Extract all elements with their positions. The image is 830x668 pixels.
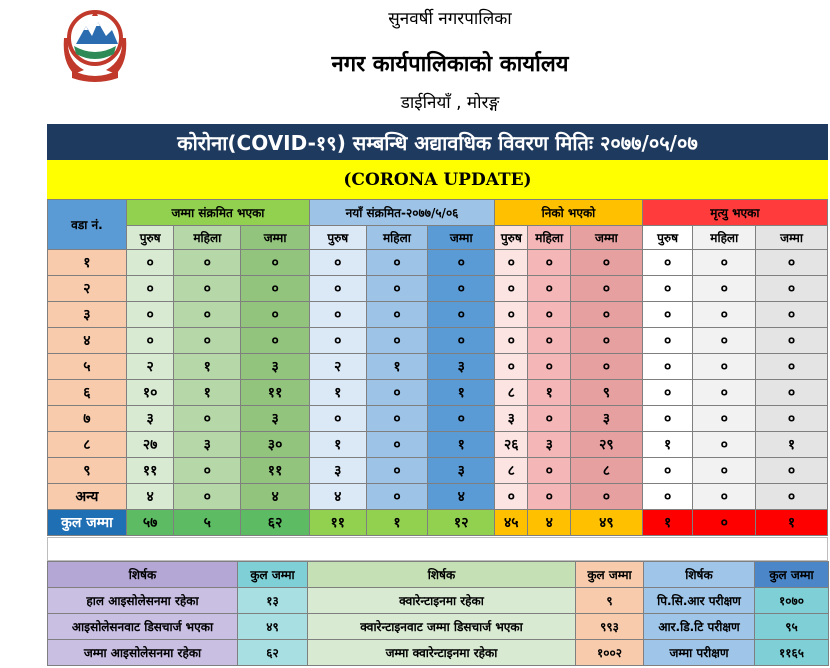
- table-row: [48, 276, 828, 302]
- total-cell: ११: [309, 510, 366, 536]
- data-cell: ३: [241, 354, 310, 380]
- data-cell: ०: [366, 328, 428, 354]
- data-cell: ०: [693, 276, 756, 302]
- data-cell: ०: [642, 354, 693, 380]
- ward-number: ४: [48, 328, 127, 354]
- data-cell: ०: [756, 250, 828, 276]
- data-cell: ०: [126, 276, 174, 302]
- data-cell: ०: [642, 406, 693, 432]
- data-cell: ०: [309, 276, 366, 302]
- data-cell: ०: [756, 354, 828, 380]
- subheader-total: जम्मा: [241, 226, 310, 250]
- ward-number: ५: [48, 354, 127, 380]
- summary-value: ६२: [238, 640, 308, 666]
- data-cell: ०: [366, 250, 428, 276]
- data-cell: १: [428, 380, 495, 406]
- spacer-row: [47, 537, 828, 561]
- data-cell: ०: [570, 302, 642, 328]
- data-cell: ०: [428, 328, 495, 354]
- data-cell: ०: [756, 302, 828, 328]
- data-cell: ३: [309, 458, 366, 484]
- summary-label: क्वारेन्टाइनवाट जम्मा डिसचार्ज भएका: [308, 614, 576, 640]
- data-cell: ०: [428, 276, 495, 302]
- data-cell: ०: [174, 276, 241, 302]
- summary-label: जम्मा परीक्षण: [644, 640, 755, 666]
- data-cell: १: [642, 432, 693, 458]
- table-row: [48, 458, 828, 484]
- summary-label: पि.सि.आर परीक्षण: [644, 588, 755, 614]
- data-cell: ४: [309, 484, 366, 510]
- data-cell: ०: [528, 406, 570, 432]
- subheader-total: जम्मा: [756, 226, 828, 250]
- data-cell: ३: [570, 406, 642, 432]
- total-cell: ५: [174, 510, 241, 536]
- data-cell: ०: [174, 458, 241, 484]
- data-cell: ०: [428, 302, 495, 328]
- total-cell: ४९: [570, 510, 642, 536]
- data-cell: ०: [241, 302, 310, 328]
- data-cell: ०: [756, 484, 828, 510]
- data-cell: ०: [528, 354, 570, 380]
- data-cell: १: [309, 432, 366, 458]
- summary-label: जम्मा आइसोलेसनमा रहेका: [48, 640, 238, 666]
- office-name: नगर कार्यपालिकाको कार्यालय: [331, 52, 569, 77]
- data-cell: ०: [756, 276, 828, 302]
- data-cell: ०: [174, 484, 241, 510]
- data-cell: ०: [570, 354, 642, 380]
- table-row: [48, 406, 828, 432]
- ward-number: ६: [48, 380, 127, 406]
- data-cell: ०: [528, 302, 570, 328]
- summary-header-title: शिर्षक: [644, 562, 755, 588]
- ward-header: वडा नं.: [48, 200, 127, 250]
- table-row: [48, 354, 828, 380]
- data-cell: ०: [570, 328, 642, 354]
- ward-number: ३: [48, 302, 127, 328]
- data-cell: ०: [693, 380, 756, 406]
- data-cell: ०: [241, 276, 310, 302]
- subheader-total: जम्मा: [428, 226, 495, 250]
- municipality-name: सुनवर्षी नगरपालिका: [388, 9, 512, 29]
- group-header-total-infected: जम्मा संक्रमित भएका: [126, 200, 309, 226]
- data-cell: ०: [126, 328, 174, 354]
- data-cell: ८: [495, 458, 528, 484]
- total-cell: ४: [528, 510, 570, 536]
- total-cell: १: [642, 510, 693, 536]
- ward-number: ९: [48, 458, 127, 484]
- data-cell: ४: [126, 484, 174, 510]
- data-cell: ०: [693, 328, 756, 354]
- data-cell: ०: [495, 354, 528, 380]
- data-cell: ०: [366, 484, 428, 510]
- data-cell: ०: [528, 458, 570, 484]
- data-cell: ८: [495, 380, 528, 406]
- subheader-male: पुरुष: [642, 226, 693, 250]
- data-cell: ०: [495, 302, 528, 328]
- data-cell: ०: [756, 328, 828, 354]
- data-cell: ०: [428, 250, 495, 276]
- summary-value: ९९३: [576, 614, 644, 640]
- total-cell: ४५: [495, 510, 528, 536]
- data-cell: ९: [570, 380, 642, 406]
- ward-number: ८: [48, 432, 127, 458]
- summary-header-total: कुल जम्मा: [238, 562, 308, 588]
- data-cell: ०: [642, 250, 693, 276]
- data-cell: ०: [495, 484, 528, 510]
- data-cell: ४: [241, 484, 310, 510]
- data-cell: ३: [528, 432, 570, 458]
- subheader-female: महिला: [693, 226, 756, 250]
- summary-label: क्वारेन्टाइनमा रहेका: [308, 588, 576, 614]
- data-cell: ०: [366, 432, 428, 458]
- total-label: कुल जम्मा: [48, 510, 127, 536]
- data-cell: १: [309, 380, 366, 406]
- data-cell: ०: [642, 302, 693, 328]
- data-cell: ३: [126, 406, 174, 432]
- subheader-female: महिला: [528, 226, 570, 250]
- data-cell: २: [126, 354, 174, 380]
- data-cell: ३: [241, 406, 310, 432]
- ward-number: ७: [48, 406, 127, 432]
- data-cell: ११: [241, 380, 310, 406]
- data-cell: ०: [693, 406, 756, 432]
- data-cell: ०: [309, 250, 366, 276]
- data-cell: ०: [495, 250, 528, 276]
- group-header-new-infected: नयाँ संक्रमित-२०७७/५/०६: [309, 200, 494, 226]
- summary-row: [48, 588, 829, 614]
- covid-ward-table: [47, 199, 828, 536]
- data-cell: ०: [126, 250, 174, 276]
- data-cell: २६: [495, 432, 528, 458]
- data-cell: ०: [174, 250, 241, 276]
- data-cell: २९: [570, 432, 642, 458]
- total-cell: १: [756, 510, 828, 536]
- summary-value: १००२: [576, 640, 644, 666]
- summary-header-title: शिर्षक: [308, 562, 576, 588]
- total-cell: १: [366, 510, 428, 536]
- data-cell: ०: [693, 250, 756, 276]
- office-location: डाईनियाँ , मोरङ्ग: [400, 93, 500, 113]
- data-cell: ०: [693, 432, 756, 458]
- summary-value: ११६५: [755, 640, 829, 666]
- table-row: [48, 328, 828, 354]
- data-cell: ११: [241, 458, 310, 484]
- summary-value: १३: [238, 588, 308, 614]
- data-cell: ०: [495, 328, 528, 354]
- subheader-male: पुरुष: [309, 226, 366, 250]
- report-title: कोरोना(COVID-१९) सम्बन्धि अद्यावधिक विवरण मितिः २०७७/०५/०७: [47, 124, 828, 160]
- data-cell: ०: [693, 458, 756, 484]
- ward-number: २: [48, 276, 127, 302]
- data-cell: ०: [241, 250, 310, 276]
- summary-value: ४९: [238, 614, 308, 640]
- data-cell: ०: [642, 276, 693, 302]
- total-cell: ०: [693, 510, 756, 536]
- data-cell: ०: [174, 328, 241, 354]
- subheader-female: महिला: [174, 226, 241, 250]
- data-cell: ०: [309, 406, 366, 432]
- data-cell: ११: [126, 458, 174, 484]
- data-cell: ०: [642, 380, 693, 406]
- ward-number: अन्य: [48, 484, 127, 510]
- summary-header-total: कुल जम्मा: [576, 562, 644, 588]
- data-cell: ३: [174, 432, 241, 458]
- data-cell: १: [756, 432, 828, 458]
- data-cell: ०: [756, 458, 828, 484]
- table-row: [48, 484, 828, 510]
- data-cell: ०: [642, 328, 693, 354]
- data-cell: ०: [366, 406, 428, 432]
- data-cell: ०: [756, 406, 828, 432]
- total-cell: ५७: [126, 510, 174, 536]
- summary-label: जम्मा क्वारेन्टाइनमा रहेका: [308, 640, 576, 666]
- data-cell: ३०: [241, 432, 310, 458]
- data-cell: १: [366, 354, 428, 380]
- data-cell: ३: [428, 354, 495, 380]
- group-header-deaths: मृत्यु भएका: [642, 200, 827, 226]
- table-row: [48, 302, 828, 328]
- data-cell: ०: [528, 276, 570, 302]
- group-header-recovered: निको भएको: [495, 200, 643, 226]
- total-cell: ६२: [241, 510, 310, 536]
- summary-label: आइसोलेसनवाट डिसचार्ज भएका: [48, 614, 238, 640]
- data-cell: ०: [528, 250, 570, 276]
- data-cell: ०: [642, 484, 693, 510]
- data-cell: ०: [428, 406, 495, 432]
- data-cell: ०: [241, 328, 310, 354]
- summary-value: ९: [576, 588, 644, 614]
- summary-header-title: शिर्षक: [48, 562, 238, 588]
- data-cell: ०: [528, 328, 570, 354]
- data-cell: ०: [174, 406, 241, 432]
- data-cell: १: [528, 380, 570, 406]
- data-cell: ०: [693, 354, 756, 380]
- data-cell: ०: [174, 302, 241, 328]
- data-cell: ०: [756, 380, 828, 406]
- data-cell: ०: [693, 302, 756, 328]
- data-cell: ०: [528, 484, 570, 510]
- subheader-male: पुरुष: [126, 226, 174, 250]
- data-cell: ०: [126, 302, 174, 328]
- summary-row: [48, 614, 829, 640]
- data-cell: ८: [570, 458, 642, 484]
- data-cell: ०: [366, 458, 428, 484]
- summary-label: आर.डि.टि परीक्षण: [644, 614, 755, 640]
- data-cell: ०: [642, 458, 693, 484]
- data-cell: २७: [126, 432, 174, 458]
- ward-number: १: [48, 250, 127, 276]
- data-cell: १: [174, 380, 241, 406]
- data-cell: १०: [126, 380, 174, 406]
- report-subtitle: (CORONA UPDATE): [47, 160, 828, 199]
- data-cell: ०: [570, 276, 642, 302]
- data-cell: ०: [693, 484, 756, 510]
- summary-label: हाल आइसोलेसनमा रहेका: [48, 588, 238, 614]
- summary-table: [47, 561, 829, 666]
- summary-value: ९५: [755, 614, 829, 640]
- table-row: [48, 432, 828, 458]
- data-cell: १: [428, 432, 495, 458]
- subheader-male: पुरुष: [495, 226, 528, 250]
- data-cell: ०: [309, 328, 366, 354]
- data-cell: ०: [570, 484, 642, 510]
- total-cell: १२: [428, 510, 495, 536]
- summary-row: [48, 640, 829, 666]
- data-cell: १: [174, 354, 241, 380]
- summary-header-total: कुल जम्मा: [755, 562, 829, 588]
- summary-value: १०७०: [755, 588, 829, 614]
- data-cell: ३: [428, 458, 495, 484]
- table-row: [48, 250, 828, 276]
- subheader-female: महिला: [366, 226, 428, 250]
- data-cell: ०: [366, 380, 428, 406]
- data-cell: ०: [366, 276, 428, 302]
- data-cell: ४: [428, 484, 495, 510]
- data-cell: ०: [366, 302, 428, 328]
- data-cell: ३: [495, 406, 528, 432]
- subheader-total: जम्मा: [570, 226, 642, 250]
- data-cell: ०: [495, 276, 528, 302]
- data-cell: ०: [309, 302, 366, 328]
- data-cell: २: [309, 354, 366, 380]
- data-cell: ०: [570, 250, 642, 276]
- table-row: [48, 380, 828, 406]
